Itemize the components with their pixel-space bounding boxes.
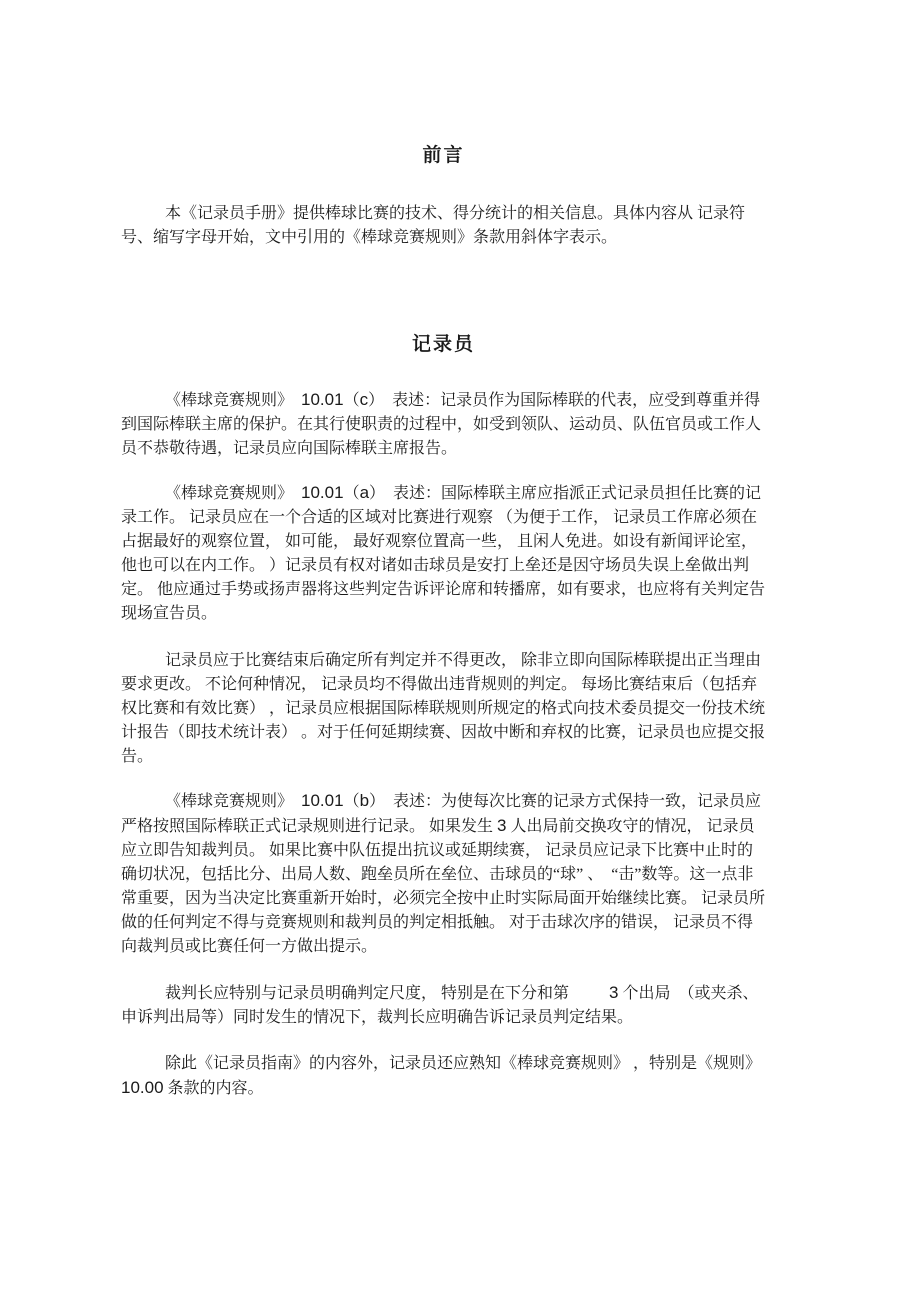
rule-10-01-c-paragraph: 《棒球竞赛规则》 10.01（c） 表述：记录员作为国际棒联的代表，应受到尊重并得到国际棒联主席的保护。在其行使职责的过程中，如受到领队、运动员、队伍官员或工作人员不恭敬待遇，记录员应向国际棒联主席报告。 [121,390,762,457]
umpire-in-chief-paragraph: 裁判长应特别与记录员明确判定尺度， 特别是在下分和第 3 个出局 （或夹杀、申诉判出局等）同时发生的情况下，裁判长应明确告诉记录员判定结果。 [121,983,759,1026]
rule-10-01-b-paragraph: 《棒球竞赛规则》 10.01（b） 表述：为使每次比赛的记录方式保持一致，记录员应严格按照国际棒联正式记录规则进行记录。 如果发生 3 人出局前交换攻守的情况， 记录员应立即告知裁判员。 如果比赛中队伍提出抗议或延期续赛， 记录员应记录下比赛中止时的确切状况，包括比分、出局人数、跑垒员所在垒位、击球员的“球” 、 “击”数等。这一点非常重要，因为当决定比赛重新开始时，必须完全按中止时实际局面开始继续比赛。 记录员所做的任何判定不得与竞赛规则和裁判员的判定相抵触。 对于击球次序的错误， 记录员不得向裁判员或比赛任何一方做出提示。 [121,791,766,955]
preface-paragraph: 本《记录员手册》提供棒球比赛的技术、得分统计的相关信息。具体内容从 记录符号、缩写字母开始，文中引用的《棒球竞赛规则》条款用斜体字表示。 [121,205,746,246]
preface-title: 前言 [422,145,465,166]
rule-10-01-a-paragraph: 《棒球竞赛规则》 10.01（a） 表述：国际棒联主席应指派正式记录员担任比赛的记录工作。 记录员应在一个合适的区域对比赛进行观察 （为便于工作， 记录员工作席必须在占据最好的观察位置， 如可能， 最好观察位置高一些， 且闲人免进。如设有新闻评论室，他也可以在内工作。 ）记录员有权对诸如击球员是安打上垒还是因守场员失误上垒做出判定。 他应通过手势或扬声器将这些判定告诉评论席和转播席，如有要求，也应将有关判定告现场宣告员。 [121,483,766,622]
document-content [121,145,770,1101]
rule-10-00-paragraph: 除此《记录员指南》的内容外，记录员还应熟知《棒球竞赛规则》 ，特别是《规则》 10.00 条款的内容。 [121,1055,770,1097]
scorer-section-title: 记录员 [411,334,475,355]
post-game-report-paragraph: 记录员应于比赛结束后确定所有判定并不得更改， 除非立即向国际棒联提出正当理由要求更改。 不论何种情况， 记录员均不得做出违背规则的判定。 每场比赛结束后（包括弃权比赛和有效比赛） ，记录员应根据国际棒联规则所规定的格式向技术委员提交一份技术统计报告（即技术统计表） 。对于任何延期续赛、因故中断和弃权的比赛，记录员也应提交报告。 [121,652,766,765]
